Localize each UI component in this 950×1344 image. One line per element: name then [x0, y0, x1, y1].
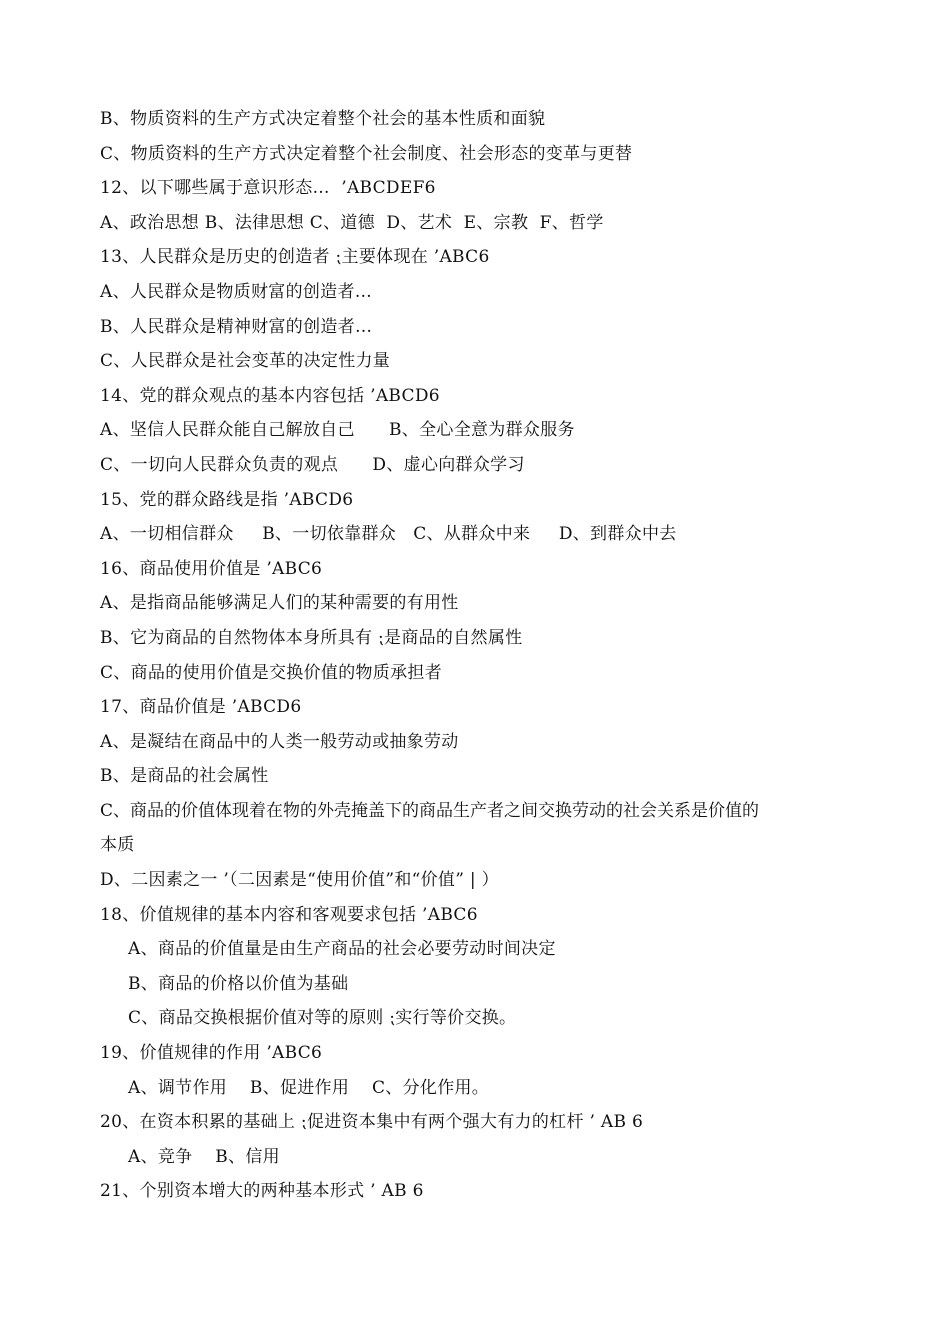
- option-line: A、竞争 B、信用: [128, 1146, 280, 1167]
- document-body: [100, 102, 900, 1209]
- question-line: 14、党的群众观点的基本内容包括 ’ABCD6: [100, 385, 440, 406]
- question-line: 19、价值规律的作用 ’ABC6: [100, 1043, 323, 1064]
- option-line: A、商品的价值量是由生产商品的社会必要劳动时间决定: [128, 939, 556, 960]
- option-line: A、一切相信群众 B、一切依靠群众 C、从群众中来 D、到群众中去: [100, 524, 677, 545]
- option-line: A、人民群众是物质财富的创造者…: [100, 281, 373, 302]
- option-line: A、政治思想 B、法律思想 C、道德 D、艺术 E、宗教 F、哲学: [100, 212, 604, 233]
- option-line: C、一切向人民群众负责的观点 D、虚心向群众学习: [100, 454, 525, 475]
- question-line: 18、价值规律的基本内容和客观要求包括 ’ABC6: [100, 904, 478, 925]
- option-line: C、人民群众是社会变革的决定性力量: [100, 351, 391, 372]
- option-line: B、它为商品的自然物体本身所具有 ⁏是商品的自然属性: [100, 627, 523, 648]
- question-line: 21、个别资本增大的两种基本形式 ’ AB 6: [100, 1181, 424, 1202]
- option-line: B、商品的价格以价值为基础: [128, 973, 349, 994]
- option-line: B、是商品的社会属性: [100, 766, 269, 787]
- question-line: 17、商品价值是 ’ABCD6: [100, 697, 302, 718]
- option-line: A、是凝结在商品中的人类一般劳动或抽象劳动: [100, 731, 459, 752]
- option-line: A、是指商品能够满足人们的某种需要的有用性: [100, 593, 459, 614]
- option-line: C、商品的使用价值是交换价值的物质承担者: [100, 662, 443, 683]
- question-line: 12、以下哪些属于意识形态… ’ABCDEF6: [100, 178, 436, 199]
- option-line-continuation: 本质: [100, 835, 135, 856]
- text-line: B、物质资料的生产方式决定着整个社会的基本性质和面貌: [100, 109, 546, 129]
- question-line: 20、在资本积累的基础上 ⁏促进资本集中有两个强大有力的杠杆 ’ AB 6: [100, 1112, 644, 1133]
- option-line: A、调节作用 B、促进作用 C、分化作用。: [128, 1077, 490, 1098]
- option-line: C、商品交换根据价值对等的原则 ⁏实行等价交换。: [128, 1008, 517, 1029]
- option-line: A、坚信人民群众能自己解放自己 B、全心全意为群众服务: [100, 420, 575, 441]
- text-line: C、物质资料的生产方式决定着整个社会制度、社会形态的变革与更替: [100, 143, 633, 164]
- question-line: 16、商品使用价值是 ’ABC6: [100, 558, 323, 579]
- option-line: C、商品的价值体现着在物的外壳掩盖下的商品生产者之间交换劳动的社会关系是价值的: [100, 800, 760, 821]
- option-line: B、人民群众是精神财富的创造者…: [100, 316, 373, 337]
- option-line: D、二因素之一 ’（二因素是“使用价值”和“价值” | ）: [100, 870, 499, 891]
- question-line: 13、人民群众是历史的创造者 ⁏主要体现在 ’ABC6: [100, 247, 490, 268]
- question-line: 15、党的群众路线是指 ’ABCD6: [100, 489, 354, 510]
